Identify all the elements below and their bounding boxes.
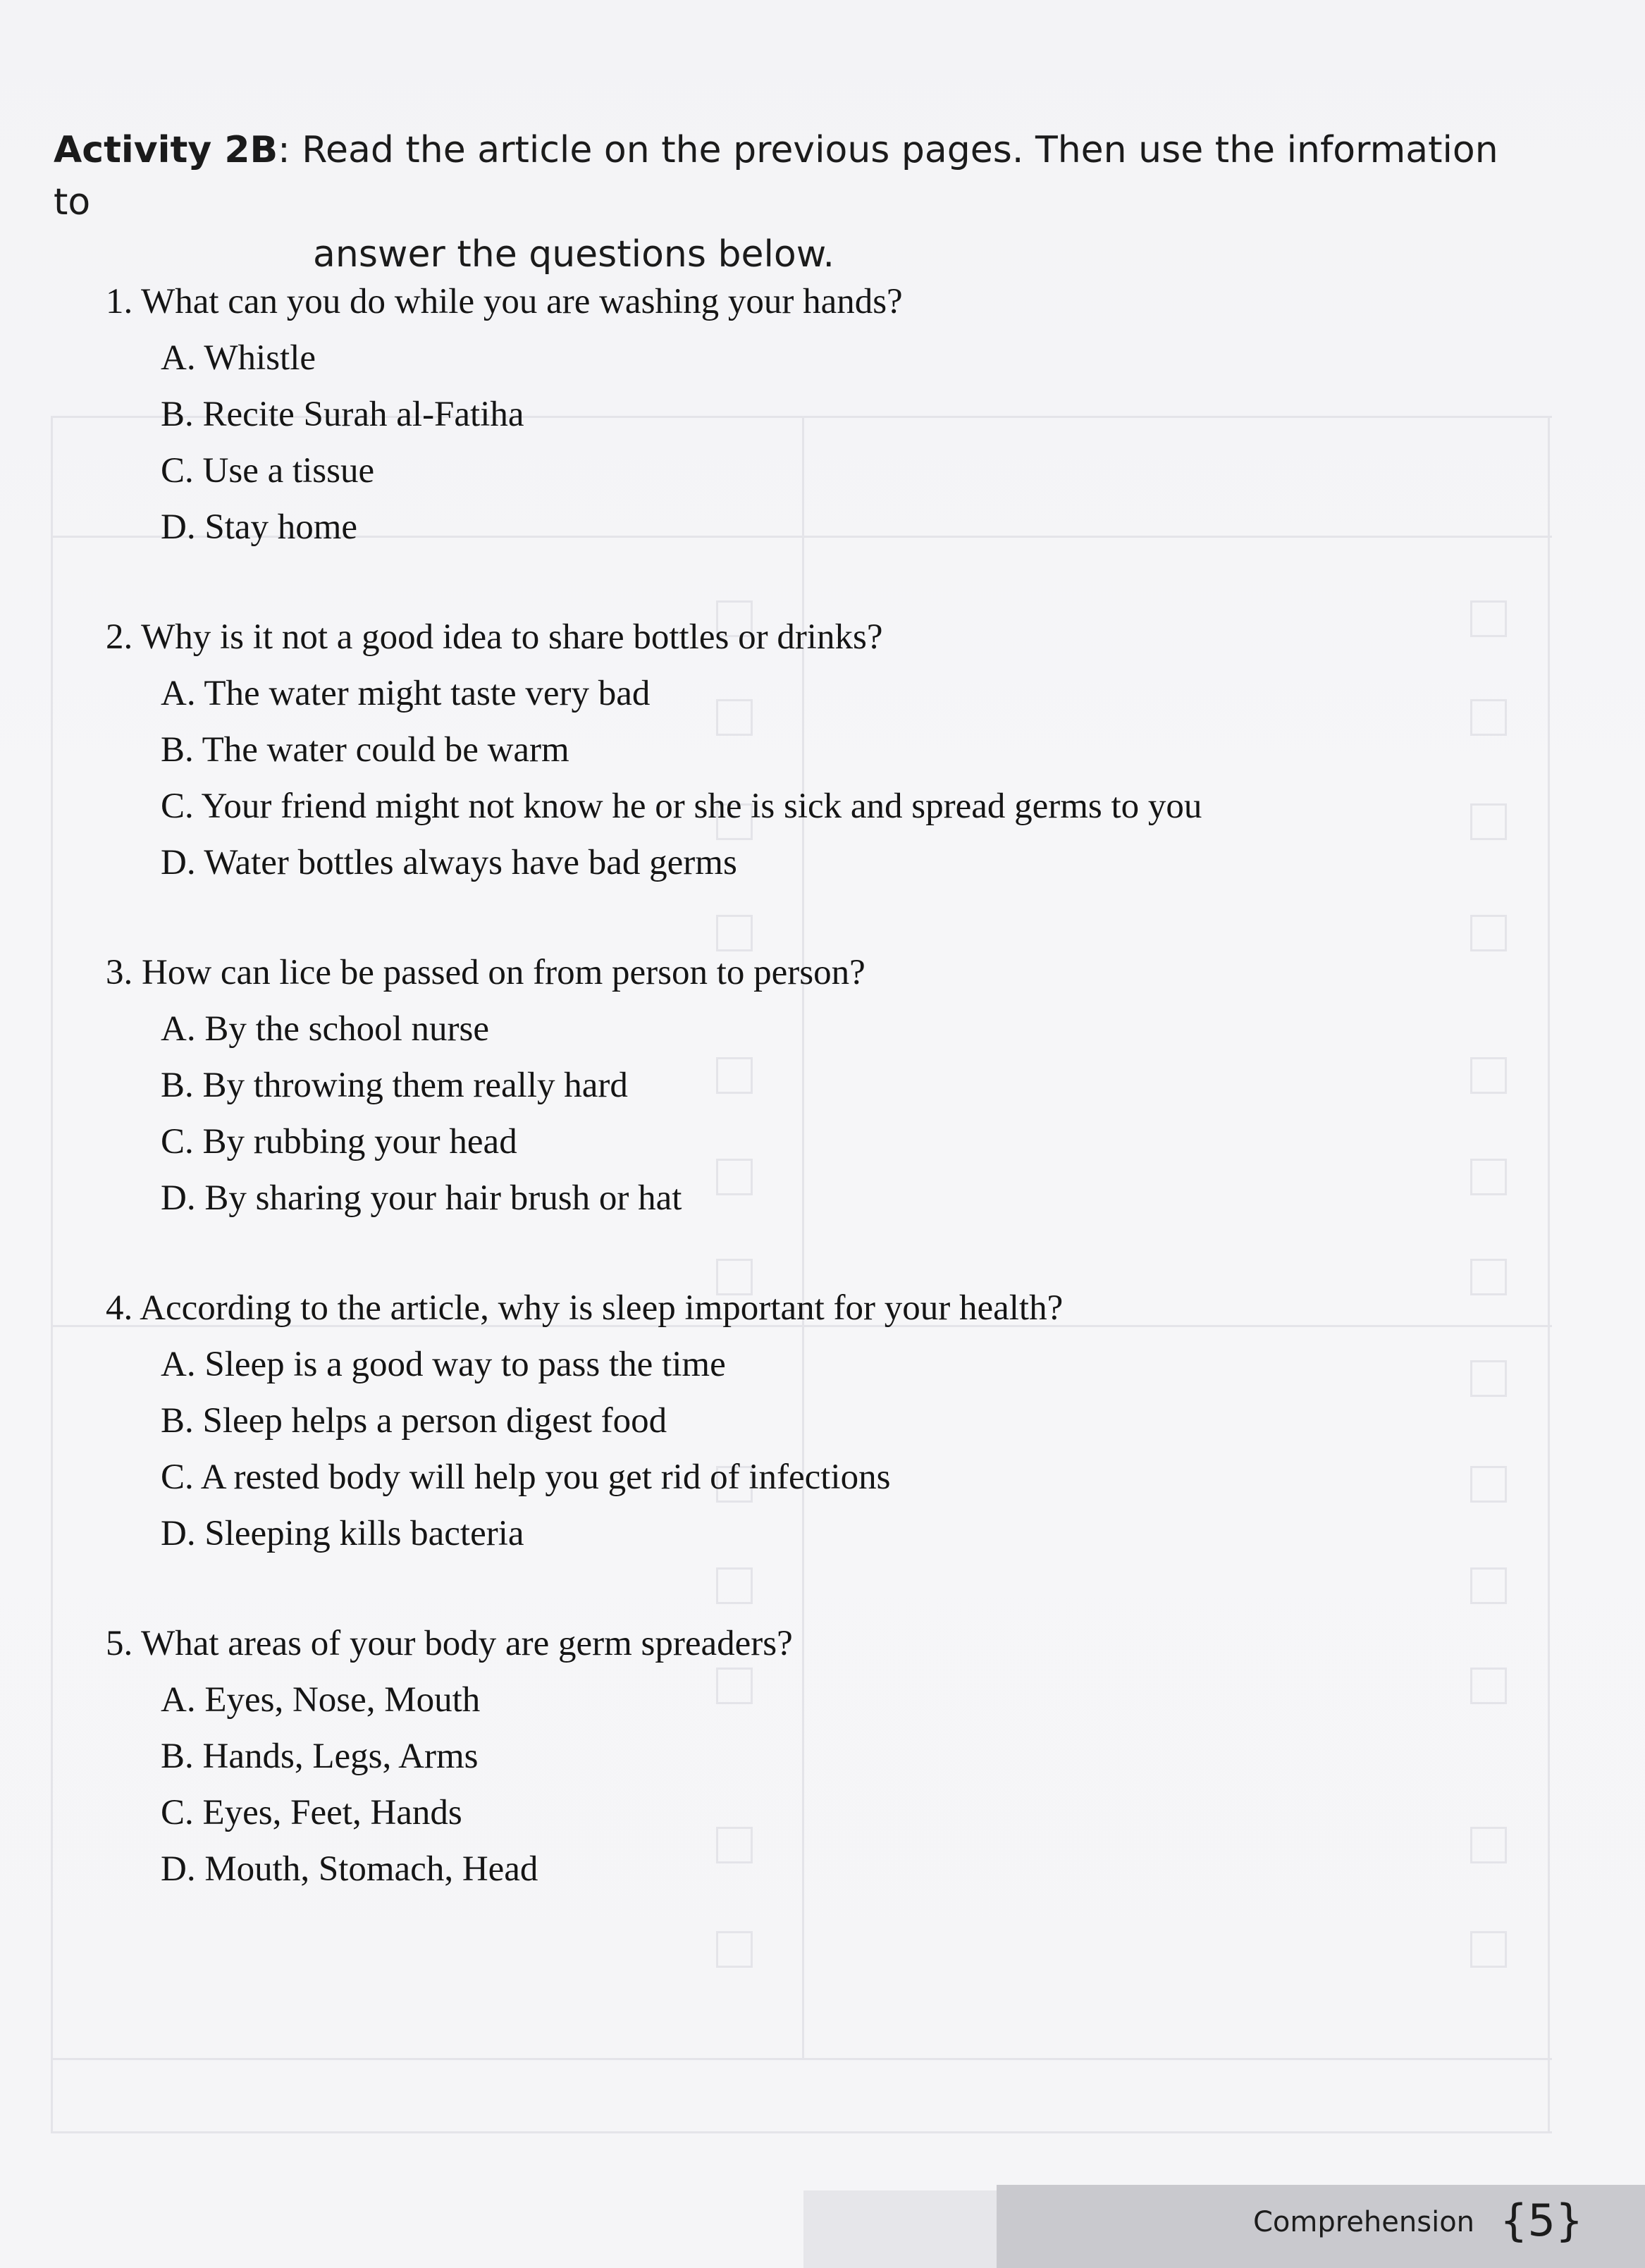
answer-option-d: D. Water bottles always have bad germs [161,843,737,882]
answer-option-c: C. A rested body will help you get rid of infections [161,1457,891,1497]
answer-option-d: D. Mouth, Stomach, Head [161,1849,538,1889]
question-text: 5. What areas of your body are germ spreaders? [106,1624,793,1663]
answer-option-a: A. Whistle [161,338,316,378]
activity-label: Activity 2B [54,129,278,171]
show-through-rule [51,416,53,2131]
question-list [106,273,1551,1951]
answer-option-c: C. By rubbing your head [161,1122,517,1161]
page-number: {5} [1500,2195,1584,2246]
answer-option-d: D. Stay home [161,507,358,547]
question-text: 1. What can you do while you are washing your hands? [106,282,903,321]
question-2 [106,609,1551,891]
activity-instruction-line-1: : Read the article on the previous pages. Then use the information to [54,129,1498,223]
answer-option-c: C. Eyes, Feet, Hands [161,1793,462,1832]
footer-section-label: Comprehension [1253,2206,1475,2238]
answer-option-b: B. By throwing them really hard [161,1066,628,1105]
answer-option-b: B. Hands, Legs, Arms [161,1737,479,1776]
show-through-rule [51,2058,1552,2060]
activity-instructions [54,124,1505,281]
question-5 [106,1615,1551,1897]
question-4 [106,1280,1551,1562]
question-3 [106,944,1551,1226]
answer-option-d: D. Sleeping kills bacteria [161,1514,524,1553]
answer-option-d: D. By sharing your hair brush or hat [161,1178,682,1218]
question-text: 3. How can lice be passed on from person to person? [106,953,865,992]
question-text: 2. Why is it not a good idea to share bottles or drinks? [106,617,883,657]
answer-option-a: A. Sleep is a good way to pass the time [161,1345,726,1384]
answer-option-a: A. By the school nurse [161,1009,490,1049]
answer-option-c: C. Your friend might not know he or she is sick and spread germs to you [161,787,1202,826]
footer-shadow [803,2190,997,2268]
answer-option-c: C. Use a tissue [161,451,375,491]
question-1 [106,273,1551,555]
activity-instruction-line-2: answer the questions below. [313,233,835,276]
answer-option-b: B. The water could be warm [161,730,569,770]
answer-option-a: A. The water might taste very bad [161,674,651,713]
answer-option-b: B. Sleep helps a person digest food [161,1401,667,1441]
answer-option-a: A. Eyes, Nose, Mouth [161,1680,481,1720]
show-through-rule [51,2131,1552,2133]
answer-option-b: B. Recite Surah al-Fatiha [161,395,524,434]
question-text: 4. According to the article, why is sleep important for your health? [106,1288,1064,1328]
